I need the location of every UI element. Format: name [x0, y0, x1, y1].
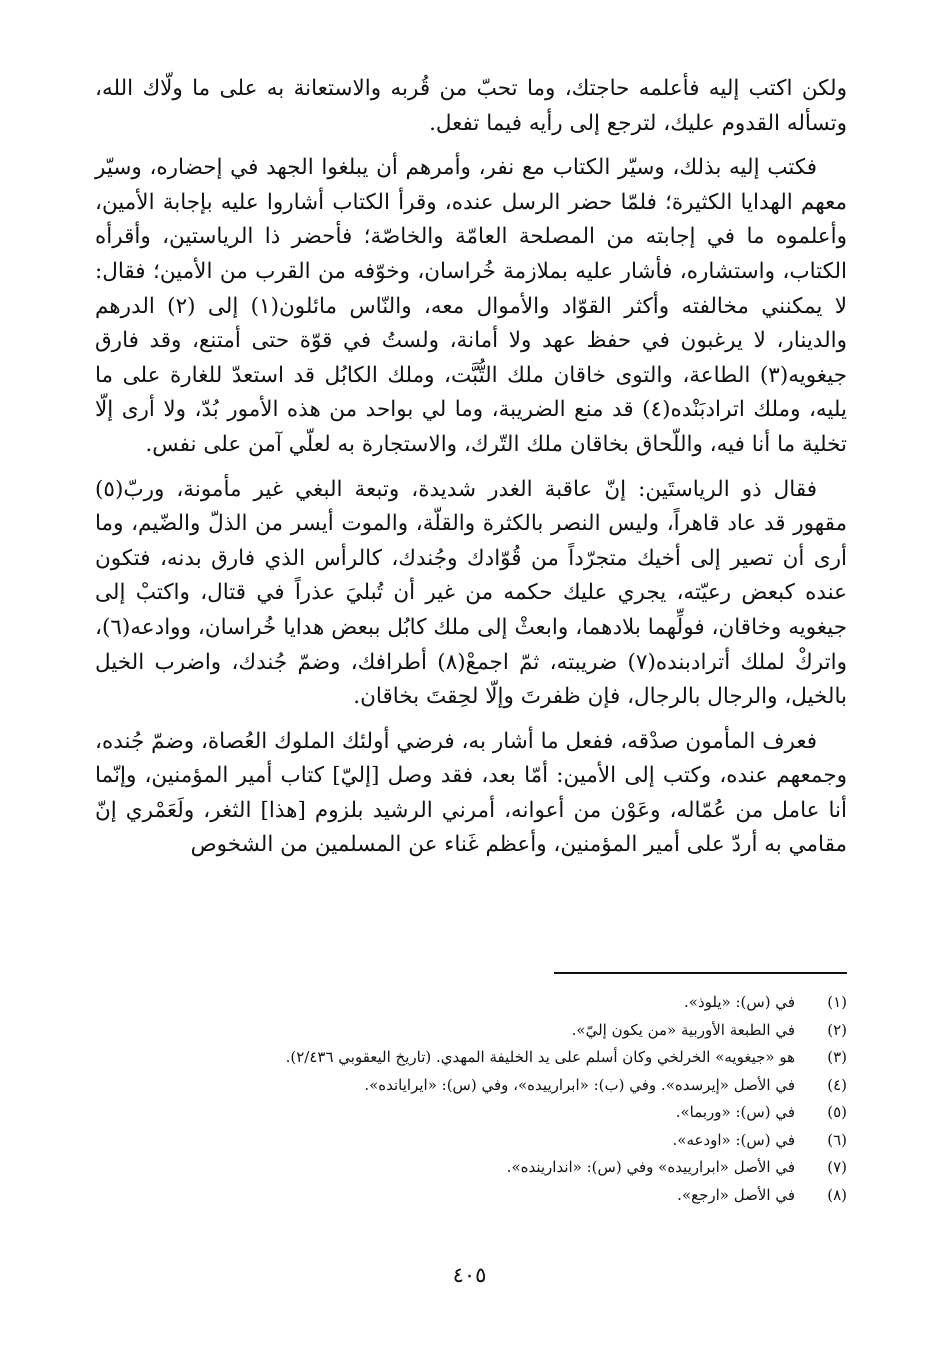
- footnote-item: [87, 1017, 847, 1045]
- footnote-item: [87, 1127, 847, 1155]
- footnote-text: في الأصل «ارجع».: [677, 1185, 795, 1204]
- footnote-number: (٧): [827, 1158, 847, 1176]
- footnote-item: [87, 989, 847, 1017]
- body-paragraph: فقال ذو الرياستَين: إنّ عاقبة الغدر شديدة، وتبعة البغي غير مأمونة، وربّ(٥) مقهور قد عاد قاهراً، وليس النصر بالكثرة والقلّة، والموت أيسر من الذلّ والضّيم، وما أرى أن تصير إلى أخيك متجرّداً من قُوّادك وجُندك، كالرأس الذي فارق بدنه، فتكون عنده كبعض رعيّته، يجري عليك حكمه من غير أن تُبليَ عذراً في قتال، واكتبْ إلى جيغويه وخاقان، فولِّهما بلادهما، وابعثْ إلى ملك كابُل ببعض هدايا خُراسان، ووادعه(٦)، واتركْ لملك أترادبنده(٧) ضريبته، ثمّ اجمعْ(٨) أطرافك، وضمّ جُندك، واضرب الخيل بالخيل، والرجال بالرجال، فإن ظفرتَ وإلّا لحِقتَ بخاقان.: [95, 476, 847, 710]
- footnote-number: (٤): [827, 1075, 847, 1094]
- footnote-text: في (س): «اودعه».: [672, 1130, 795, 1149]
- footnote-text: في الأصل «ابرارييده» وفي (س): «اندارينده».: [506, 1158, 795, 1176]
- body-paragraph: فكتب إليه بذلك، وسيّر الكتاب مع نفر، وأمرهم أن يبلغوا الجهد في إحضاره، وسيّر معهم الهدايا الكثيرة؛ فلمّا حضر الرسل عنده، وقرأ الكتاب أشاروا عليه بإجابة الأمين، وأعلموه ما في إجابته من المصلحة العامّة والخاصّة؛ فأحضر ذا الرياستين، وأقرأه الكتاب، واستشاره، فأشار عليه بملازمة خُراسان، وخوّفه من القرب من الأمين؛ فقال: لا يمكنني مخالفته وأكثر القوّاد والأموال معه، والنّاس مائلون(١) إلى (٢) الدرهم والدينار، لا يرغبون في حفظ عهد ولا أمانة، ولستُ في قوّة حتى أمتنع، وقد فارق جيغويه(٣) الطاعة، والتوى خاقان ملك التُّبَّت، وملك الكابُل قد استعدّ للغارة على ما يليه، وملك اترادبَنْده(٤) قد منع الضريبة، وما لي بواحد من هذه الأمور بُدّ، ولا أرى إلّا تخلية ما أنا فيه، واللّحاق بخاقان ملك التّرك، والاستجارة به لعلّي آمن على نفس.: [95, 155, 848, 457]
- footnote-item: [87, 1182, 847, 1210]
- footnote-item: [87, 1154, 847, 1182]
- footnote-item: [87, 1072, 847, 1100]
- page-body: [95, 72, 847, 873]
- footnote-item: [87, 1044, 847, 1072]
- footnote-text: في الأصل «إيرسده». وفي (ب): «ابرارييده»، وفي (س): «ايرايانده».: [364, 1075, 795, 1094]
- footnote-divider: [554, 972, 847, 974]
- footnotes: [87, 989, 847, 1209]
- footnote-text: في (س): «يلوذ».: [684, 993, 795, 1011]
- body-paragraph: ولكن اكتب إليه فأعلمه حاجتك، وما تحبّ من قُربه والاستعانة به على ما ولّاك الله، وتسأله القدوم عليك، لترجع إلى رأيه فيما تفعل.: [95, 76, 847, 136]
- footnote-number: (١): [827, 993, 847, 1011]
- footnote-text: في الطبعة الأوربية «من يكون إليّ».: [571, 1020, 795, 1039]
- footnote-text: هو «جيغويه» الخرلخي وكان أسلم على يد الخليفة المهدي. (تاريخ اليعقوبي ٢/٤٣٦).: [285, 1048, 795, 1066]
- footnote-number: (٨): [827, 1185, 847, 1204]
- page-number: ٤٠٥: [452, 1263, 487, 1287]
- footnote-text: في (س): «وربما».: [675, 1103, 795, 1121]
- footnote-item: [87, 1099, 847, 1127]
- footnote-number: (٢): [827, 1020, 847, 1039]
- footnote-number: (٣): [827, 1048, 847, 1066]
- body-paragraph: فعرف المأمون صدْقه، ففعل ما أشار به، فرضي أولئك الملوك العُصاة، وضمّ جُنده، وجمعهم عنده، وكتب إلى الأمين: أمّا بعد، فقد وصل [إليّ] كتاب أمير المؤمنين، وإنّما أنا عامل من عُمّاله، وعَوْن من أعوانه، أمرني الرشيد بلزوم [هذا] الثغر، ولَعَمْري إنّ مقامي به أردّ على أمير المؤمنين، وأعظم غَناء عن المسلمين من الشخوص: [95, 728, 847, 858]
- footnote-number: (٥): [827, 1103, 847, 1121]
- footnote-number: (٦): [827, 1130, 847, 1149]
